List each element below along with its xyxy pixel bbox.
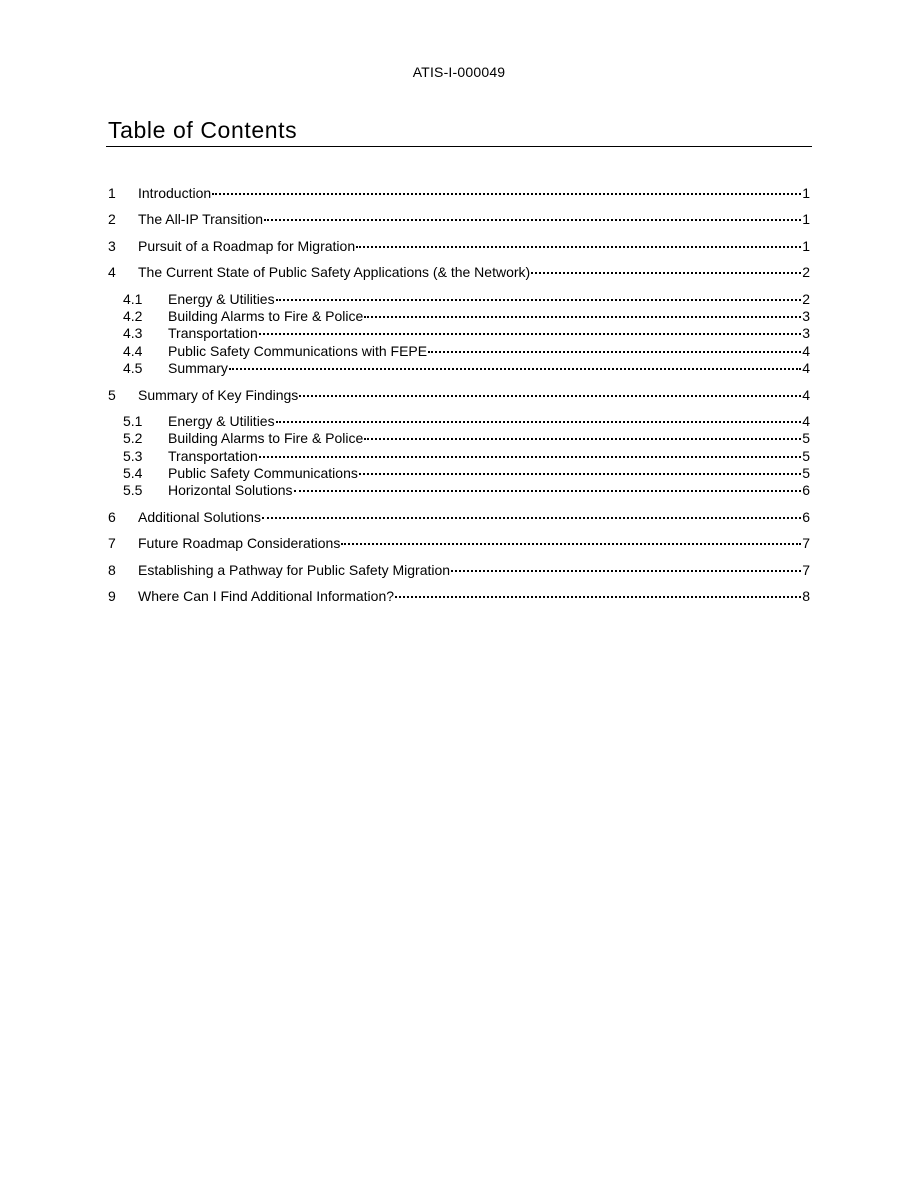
dot-leader bbox=[364, 426, 801, 440]
toc-entry-title: Horizontal Solutions bbox=[168, 482, 293, 499]
toc-entry-page: 2 bbox=[802, 290, 810, 307]
toc-entry-7[interactable] bbox=[108, 534, 810, 551]
toc-entry-title: Establishing a Pathway for Public Safety Migration bbox=[138, 561, 451, 578]
toc-entry-page: 3 bbox=[802, 307, 810, 324]
dot-leader bbox=[341, 531, 801, 545]
toc-entry-page: 1 bbox=[802, 185, 810, 201]
toc-entry-number: 5.1 bbox=[123, 412, 143, 429]
toc-entry-title: Public Safety Communications with FEPE bbox=[168, 342, 428, 359]
toc-entry-page: 4 bbox=[802, 360, 810, 377]
toc-entry-title: Summary of Key Findings bbox=[138, 386, 299, 403]
dot-leader bbox=[259, 321, 801, 335]
toc-entry-title: The Current State of Public Safety Applications (& the Network) bbox=[138, 264, 531, 281]
toc-entry-page: 4 bbox=[802, 412, 810, 429]
toc-entry-1[interactable] bbox=[108, 184, 810, 201]
toc-heading: Table of Contents bbox=[108, 117, 298, 143]
toc-entry-title: Transportation bbox=[168, 325, 258, 342]
toc-entry-title: Where Can I Find Additional Information? bbox=[138, 588, 395, 605]
toc-entry-number: 4 bbox=[108, 264, 116, 281]
toc-entry-page: 5 bbox=[802, 447, 810, 464]
toc-entry-number: 9 bbox=[108, 588, 116, 605]
toc-list bbox=[108, 184, 810, 604]
dot-leader bbox=[276, 287, 802, 301]
dot-leader bbox=[531, 260, 801, 274]
dot-leader bbox=[259, 444, 801, 458]
toc-entry-page: 1 bbox=[802, 211, 810, 228]
dot-leader bbox=[428, 339, 801, 353]
toc-entry-8[interactable] bbox=[108, 561, 810, 578]
dot-leader bbox=[276, 409, 802, 423]
toc-entry-page: 8 bbox=[802, 588, 810, 605]
toc-entry-title: Future Roadmap Considerations bbox=[138, 535, 341, 552]
dot-leader bbox=[395, 584, 801, 598]
toc-entry-page: 4 bbox=[802, 342, 810, 359]
toc-entry-number: 8 bbox=[108, 561, 116, 578]
toc-entry-3[interactable] bbox=[108, 237, 810, 254]
toc-entry-9[interactable] bbox=[108, 587, 810, 604]
toc-entry-title: Building Alarms to Fire & Police bbox=[168, 307, 364, 324]
toc-entry-number: 5.2 bbox=[123, 430, 143, 447]
dot-leader bbox=[299, 383, 801, 397]
toc-entry-title: Summary bbox=[168, 360, 228, 377]
toc-entry-page: 5 bbox=[802, 430, 810, 447]
toc-entry-page: 5 bbox=[802, 465, 810, 482]
toc-entry-title: Pursuit of a Roadmap for Migration bbox=[138, 237, 356, 254]
toc-entry-number: 5.4 bbox=[123, 465, 143, 482]
toc-entry-number: 4.3 bbox=[123, 325, 143, 342]
document-id-header: ATIS-I-000049 bbox=[412, 64, 506, 80]
toc-entry-page: 3 bbox=[802, 325, 810, 342]
toc-entry-page: 2 bbox=[802, 264, 810, 281]
toc-entry-2[interactable] bbox=[108, 210, 810, 227]
toc-entry-number: 5.3 bbox=[123, 447, 143, 464]
toc-entry-number: 7 bbox=[108, 535, 116, 552]
toc-entry-page: 7 bbox=[802, 561, 810, 578]
toc-entry-number: 3 bbox=[108, 237, 116, 254]
toc-entry-title: Public Safety Communications bbox=[168, 465, 358, 482]
toc-entry-number: 2 bbox=[108, 211, 116, 228]
toc-entry-number: 4.2 bbox=[123, 307, 143, 324]
toc-entry-page: 1 bbox=[802, 237, 810, 254]
toc-entry-title: Energy & Utilities bbox=[168, 412, 275, 429]
toc-entry-title: The All-IP Transition bbox=[138, 211, 264, 228]
dot-leader bbox=[294, 478, 802, 492]
dot-leader bbox=[264, 207, 801, 221]
toc-entry-number: 4.1 bbox=[123, 290, 143, 307]
toc-entry-5[interactable] bbox=[108, 386, 810, 403]
toc-entry-number: 6 bbox=[108, 508, 116, 525]
toc-entry-title: Transportation bbox=[168, 447, 258, 464]
toc-entry-page: 7 bbox=[802, 535, 810, 552]
toc-entry-number: 4.4 bbox=[123, 342, 143, 359]
toc-entry-4[interactable] bbox=[108, 263, 810, 280]
dot-leader bbox=[359, 461, 801, 475]
toc-entry-title: Building Alarms to Fire & Police bbox=[168, 430, 364, 447]
toc-entry-title: Introduction bbox=[138, 185, 212, 201]
toc-entry-number: 5 bbox=[108, 386, 116, 403]
dot-leader bbox=[451, 558, 801, 572]
dot-leader bbox=[212, 181, 801, 195]
toc-entry-4-5[interactable] bbox=[108, 359, 810, 376]
toc-entry-number: 1 bbox=[108, 185, 116, 201]
toc-entry-title: Additional Solutions bbox=[138, 508, 261, 525]
dot-leader bbox=[364, 304, 801, 318]
toc-entry-6[interactable] bbox=[108, 508, 810, 525]
toc-entry-title: Energy & Utilities bbox=[168, 290, 275, 307]
toc-entry-5-5[interactable] bbox=[108, 481, 810, 498]
toc-entry-page: 6 bbox=[802, 508, 810, 525]
heading-rule bbox=[106, 146, 812, 147]
dot-leader bbox=[229, 356, 801, 370]
toc-entry-page: 4 bbox=[802, 386, 810, 403]
toc-entry-page: 6 bbox=[802, 482, 810, 499]
dot-leader bbox=[356, 234, 801, 248]
toc-entry-number: 4.5 bbox=[123, 360, 143, 377]
dot-leader bbox=[262, 505, 801, 519]
toc-entry-number: 5.5 bbox=[123, 482, 143, 499]
